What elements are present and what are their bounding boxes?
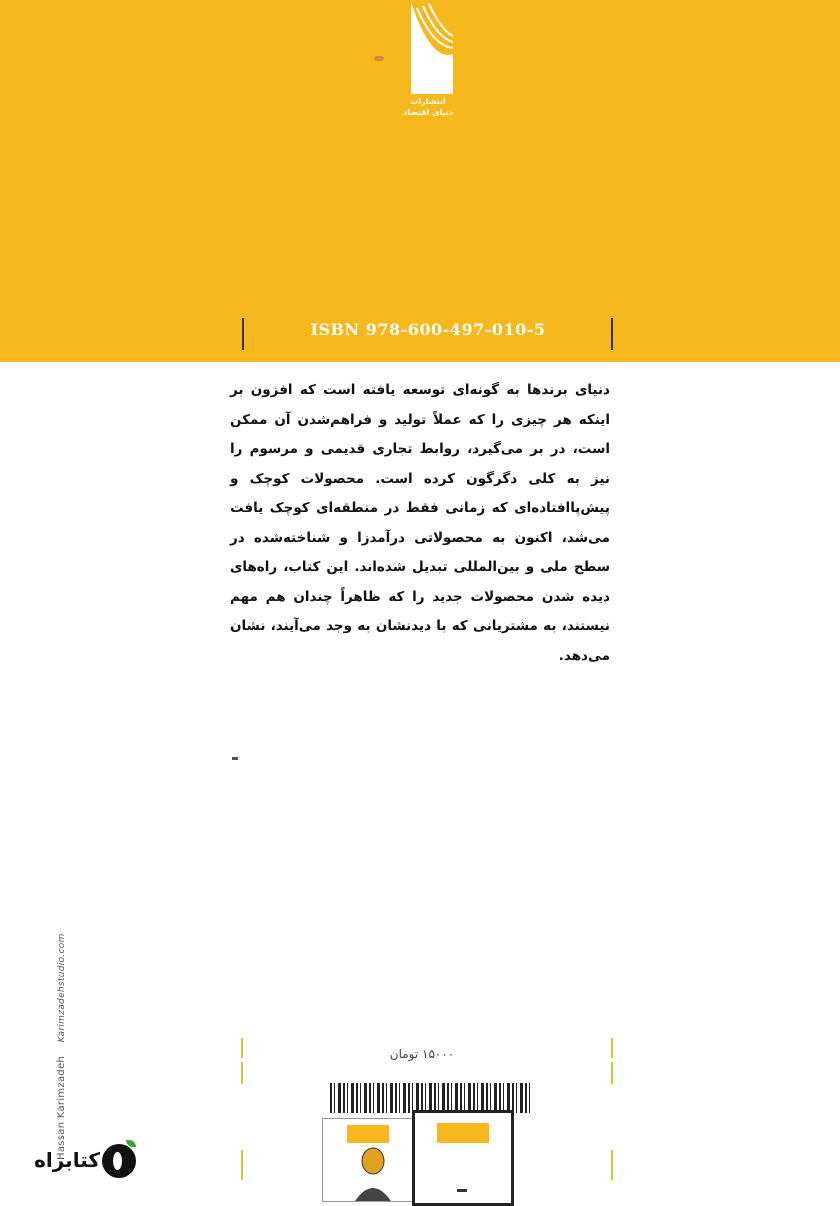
publisher-name-line1: انتشارات	[410, 97, 446, 106]
price-box-line	[611, 1062, 613, 1084]
designer-credit	[56, 933, 67, 1160]
thumbnail-mark	[457, 1189, 467, 1192]
price-box-line	[241, 1150, 243, 1180]
publisher-logo	[395, 2, 465, 122]
related-book-thumbnail	[412, 1110, 514, 1206]
thumbnail-band	[437, 1123, 489, 1143]
portrait-figure-icon	[353, 1145, 393, 1201]
related-book-thumbnail	[322, 1118, 414, 1202]
thumbnail-band	[347, 1125, 389, 1143]
isbn-right-bar	[611, 318, 613, 350]
price-box-line	[611, 1150, 613, 1180]
back-cover-blurb: دنیای برندها به گونه‌ای توسعه یافته است که افزون بر اینکه هر چیزی را که عملاً تولید و فراهم‌شدن آن ممکن است، در بر می‌گیرد، روابط تجاری قدیمی و مرسوم را نیز به کلی دگرگون کرده است. محصولات کوچک و پیش‌پاافتاده‌ای که زمانی فقط در منطقه‌ای کوچک یافت می‌شد، اکنون به محصولاتی درآمدزا و شناخته‌شده در سطح ملی و بین‌المللی تبدیل شده‌اند. این کتاب، راه‌های دیده شدن محصولات جدید را که ظاهراً چندان هم مهم نیستند، به مشتریانی که با دیدنشان به وجد می‌آیند، نشان می‌دهد.	[230, 382, 610, 664]
book-pages-icon	[403, 2, 453, 94]
price-label: ۱۵۰۰۰ تومان	[389, 1047, 455, 1061]
watermark-logo	[16, 1140, 126, 1182]
isbn-left-bar	[242, 318, 244, 350]
barcode	[330, 1083, 530, 1113]
publisher-name	[395, 96, 461, 118]
decorative-mark	[232, 757, 238, 760]
publisher-name-line2: دنیای اقتصاد	[403, 108, 453, 117]
watermark-text: کتابراه	[34, 1148, 100, 1172]
price-box-line	[241, 1038, 243, 1058]
cover-top-band	[0, 0, 840, 362]
price-box-line	[611, 1038, 613, 1058]
decorative-speck	[374, 56, 384, 61]
designer-name: Hassan Karimzadeh	[56, 1055, 67, 1160]
ketabrah-logo-icon	[102, 1144, 136, 1178]
designer-site: Karimzadehstudio.com	[57, 933, 67, 1043]
price-box-line	[241, 1062, 243, 1084]
isbn-number: ISBN 978-600-497-010-5	[310, 320, 546, 339]
